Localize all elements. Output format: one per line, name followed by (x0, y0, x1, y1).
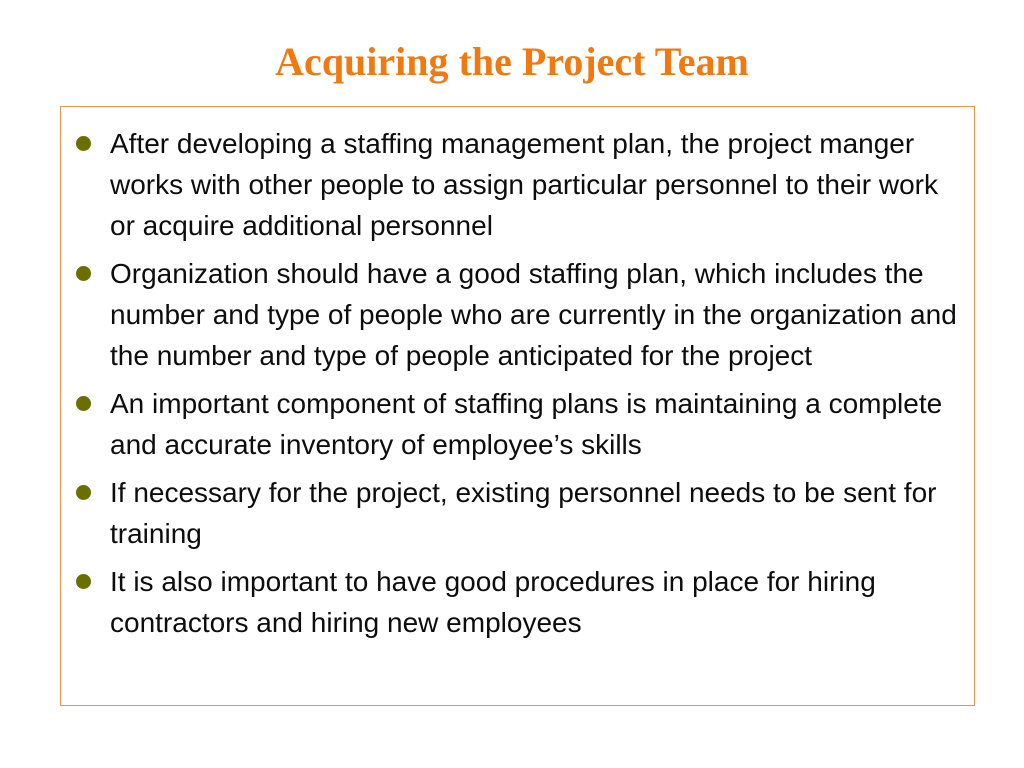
bullet-dot-icon (76, 266, 91, 281)
bullet-text: After developing a staffing management plan, the project manger works with other people to assign particular personnel to their work or acquire additional personnel (110, 128, 938, 241)
bullet-item-5 (73, 561, 968, 643)
bullet-dot-icon (76, 396, 91, 411)
content-box (60, 106, 975, 706)
slide-title: Acquiring the Project Team (275, 39, 749, 84)
bullet-text: An important component of staffing plans is maintaining a complete and accurate inventory of employee’s skills (110, 388, 943, 460)
bullet-dot-icon (76, 136, 91, 151)
bullet-item-2 (73, 253, 968, 376)
bullet-dot-icon (76, 574, 91, 589)
bullet-dot-icon (76, 485, 91, 500)
bullet-item-1 (73, 123, 968, 246)
bullet-text: If necessary for the project, existing personnel needs to be sent for training (110, 477, 937, 549)
bullet-item-4 (73, 472, 968, 554)
bullet-text: It is also important to have good procedures in place for hiring contractors and hiring new employees (110, 566, 876, 638)
bullet-item-3 (73, 383, 968, 465)
bullet-list (61, 107, 974, 643)
bullet-text: Organization should have a good staffing plan, which includes the number and type of people who are currently in the organization and the number and type of people anticipated for the project (110, 258, 957, 371)
